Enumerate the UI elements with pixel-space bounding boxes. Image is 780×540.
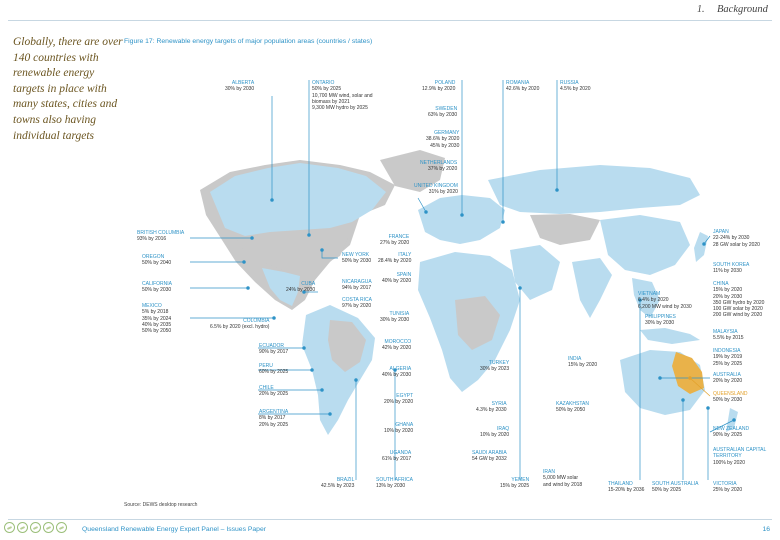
leaf-logo-icon — [4, 522, 15, 533]
label-vietnam — [638, 291, 692, 310]
label-iraq-line-0: 10% by 2020 — [480, 432, 510, 439]
leader-bc-dot — [251, 237, 254, 240]
label-alberta — [225, 80, 254, 93]
label-ontario — [312, 80, 373, 111]
label-costarica — [342, 297, 372, 310]
leader-japan-dot — [703, 243, 706, 246]
label-ecuador-line-0: 90% by 2017 — [259, 349, 289, 356]
label-india-line-0: 15% by 2020 — [568, 362, 598, 369]
label-chile-name: CHILE — [259, 385, 274, 391]
label-victoria-name: VICTORIA — [713, 481, 737, 487]
label-oregon — [142, 254, 171, 267]
label-china-name: CHINA — [713, 281, 729, 287]
label-nicaragua — [342, 279, 372, 292]
landmass-indonesia — [640, 328, 700, 344]
label-cuba — [286, 281, 315, 294]
label-japan-line-0: 22-24% by 2030 — [713, 235, 750, 242]
label-poland — [422, 80, 455, 93]
label-italy-name: ITALY — [398, 252, 412, 258]
label-sweden-name: SWEDEN — [435, 106, 458, 112]
leader-mexico-dot — [273, 317, 276, 320]
leaf-logo-icon — [30, 522, 41, 533]
label-yemen — [500, 477, 529, 490]
footer-rule — [8, 519, 772, 520]
label-southkorea — [713, 262, 749, 275]
label-italy-line-0: 28.4% by 2020 — [378, 258, 412, 265]
label-china — [713, 281, 764, 319]
label-southaustralia-name: SOUTH AUSTRALIA — [652, 481, 699, 487]
label-indonesia-line-0: 19% by 2019 — [713, 354, 743, 361]
label-egypt-line-0: 20% by 2020 — [384, 399, 414, 406]
label-oregon-name: OREGON — [142, 254, 165, 260]
label-nicaragua-line-0: 94% by 2017 — [342, 285, 372, 292]
label-france — [380, 234, 409, 247]
label-mexico — [142, 303, 171, 334]
label-argentina-line-0: 8% by 2017 — [259, 415, 286, 422]
label-syria — [476, 401, 507, 414]
label-turkey-line-0: 30% by 2023 — [480, 366, 510, 373]
label-algeria — [382, 366, 411, 379]
label-act-line-0: 100% by 2020 — [713, 459, 745, 466]
leader-russia-dot — [556, 189, 559, 192]
leader-alberta-dot — [271, 199, 274, 202]
label-vietnam-line-0: 6.4% by 2020 — [638, 297, 669, 304]
label-argentina-name: ARGENTINA — [259, 409, 289, 415]
landmass-central-asia — [530, 214, 600, 245]
label-bc-name: BRITISH COLUMBIA — [137, 230, 185, 236]
label-russia — [560, 80, 591, 93]
label-italy — [378, 252, 411, 265]
section-number: 1. — [697, 4, 705, 15]
leaf-logo-icon — [56, 522, 67, 533]
label-newzealand — [713, 426, 749, 439]
label-cuba-name: CUBA — [301, 281, 316, 287]
label-southafrica-line-0: 13% by 2030 — [376, 483, 406, 490]
label-uk-name: UNITED KINGDOM — [414, 183, 458, 189]
label-russia-line-0: 4.5% by 2020 — [560, 86, 591, 93]
label-chile-line-0: 20% by 2025 — [259, 391, 289, 398]
leader-southaustralia-dot — [682, 399, 685, 402]
label-kazakhstan-name: KAZAKHSTAN — [556, 401, 589, 407]
label-netherlands — [420, 160, 457, 173]
label-victoria-line-0: 25% by 2020 — [713, 487, 743, 494]
label-netherlands-name: NETHERLANDS — [420, 160, 458, 166]
leader-chile-dot — [321, 389, 324, 392]
label-india — [568, 356, 597, 369]
label-newzealand-name: NEW ZEALAND — [713, 426, 750, 432]
label-thailand — [608, 481, 644, 494]
label-ontario-name: ONTARIO — [312, 80, 335, 86]
label-iran-line-0: 5,000 MW solar — [543, 475, 579, 482]
label-brazil — [321, 477, 354, 490]
label-china-line-1: 20% by 2030 — [713, 293, 743, 300]
label-ontario-line-1: 10,700 MW wind, solar and — [312, 92, 373, 99]
section-title: Background — [717, 4, 768, 15]
label-uk-line-0: 31% by 2020 — [428, 189, 458, 196]
label-yemen-name: YEMEN — [511, 477, 530, 483]
label-spain — [382, 272, 411, 285]
label-bc — [137, 230, 184, 243]
label-costarica-line-0: 97% by 2020 — [342, 303, 372, 310]
label-turkey — [480, 360, 509, 373]
leader-argentina-dot — [329, 413, 332, 416]
label-california — [142, 281, 172, 294]
label-japan-line-1: 28 GW solar by 2020 — [713, 241, 760, 248]
label-egypt — [384, 393, 413, 406]
label-romania-name: ROMANIA — [506, 80, 530, 86]
label-morocco-name: MOROCCO — [384, 339, 412, 345]
label-uk — [414, 183, 458, 196]
leader-newyork-dot — [321, 249, 324, 252]
landmass-india — [572, 258, 612, 318]
label-cuba-line-0: 24% by 2030 — [286, 287, 316, 294]
source-note: Source: DEWS desktop research — [124, 502, 198, 508]
label-newyork-name: NEW YORK — [342, 252, 370, 258]
leader-australia-dot — [659, 377, 662, 380]
figure-title: Figure 17: Renewable energy targets of major population areas (countries / states) — [124, 38, 373, 45]
footer-logos — [4, 522, 67, 533]
leader-poland-dot — [461, 214, 464, 217]
label-malaysia — [713, 329, 744, 342]
label-ontario-line-0: 50% by 2025 — [312, 86, 342, 93]
label-egypt-name: EGYPT — [396, 393, 414, 399]
label-china-line-3: 100 GW solar by 2020 — [713, 306, 763, 313]
label-thailand-name: THAILAND — [608, 481, 633, 487]
label-vietnam-name: VIETNAM — [638, 291, 661, 297]
label-newyork-line-0: 50% by 2030 — [342, 258, 372, 265]
label-ontario-line-2: biomass by 2021 — [312, 98, 350, 105]
label-mexico-line-3: 50% by 2050 — [142, 328, 172, 335]
label-nicaragua-name: NICARAGUA — [342, 279, 372, 285]
label-peru — [259, 363, 288, 376]
label-germany — [426, 130, 459, 149]
label-france-line-0: 27% by 2020 — [380, 240, 410, 247]
label-uganda — [382, 450, 411, 463]
label-act — [713, 447, 779, 466]
label-mexico-line-0: 5% by 2018 — [142, 309, 169, 316]
label-germany-line-1: 45% by 2030 — [430, 142, 460, 149]
label-uganda-name: UGANDA — [389, 450, 412, 456]
label-queensland — [713, 391, 747, 404]
leaf-logo-icon — [43, 522, 54, 533]
label-sweden-line-0: 63% by 2030 — [428, 112, 458, 119]
label-philippines-name: PHILIPPINES — [645, 314, 676, 320]
label-china-line-0: 15% by 2020 — [713, 287, 743, 294]
label-mexico-line-1: 35% by 2024 — [142, 315, 172, 322]
label-morocco — [382, 339, 411, 352]
label-iran-name: IRAN — [543, 469, 555, 475]
label-brazil-line-0: 42.5% by 2023 — [321, 483, 355, 490]
label-japan-name: JAPAN — [713, 229, 729, 235]
label-philippines — [645, 314, 676, 327]
label-iraq-name: IRAQ — [496, 426, 510, 432]
label-china-line-4: 200 GW wind by 2020 — [713, 312, 763, 319]
label-syria-name: SYRIA — [491, 401, 507, 407]
label-poland-name: POLAND — [434, 80, 456, 86]
page-number: 16 — [762, 526, 770, 533]
label-japan — [713, 229, 760, 248]
landmass-japan — [694, 232, 708, 262]
label-iran — [543, 469, 582, 488]
label-australia — [713, 372, 742, 385]
label-brazil-name: BRAZIL — [336, 477, 355, 483]
label-colombia-line-0: 6.5% by 2020 (excl. hydro) — [210, 324, 270, 331]
label-ecuador — [259, 343, 288, 356]
label-mexico-name: MEXICO — [142, 303, 162, 309]
label-southafrica-name: SOUTH AFRICA — [376, 477, 413, 483]
label-newyork — [342, 252, 371, 265]
leader-newzealand-dot — [733, 419, 736, 422]
label-ecuador-name: ECUADOR — [259, 343, 285, 349]
leader-oregon-dot — [243, 261, 246, 264]
label-kazakhstan — [556, 401, 589, 414]
label-netherlands-line-0: 37% by 2020 — [428, 166, 458, 173]
label-southkorea-line-0: 11% by 2030 — [713, 268, 742, 275]
label-spain-name: SPAIN — [396, 272, 412, 278]
label-ghana-line-0: 10% by 2020 — [384, 428, 414, 435]
label-tunisia-line-0: 30% by 2030 — [380, 317, 410, 324]
label-kazakhstan-line-0: 50% by 2050 — [556, 407, 586, 414]
label-argentina — [259, 409, 288, 428]
label-russia-name: RUSSIA — [560, 80, 579, 86]
label-romania-line-0: 42.6% by 2020 — [506, 86, 540, 93]
leader-romania-dot — [502, 221, 505, 224]
label-indonesia — [713, 348, 742, 367]
label-tunisia-name: TUNISIA — [389, 311, 410, 317]
label-yemen-line-0: 15% by 2025 — [500, 483, 530, 490]
leader-peru-dot — [311, 369, 314, 372]
label-iraq — [480, 426, 509, 439]
pull-quote: Globally, there are over 140 countries with renewable energy targets in place with many states, cities and towns also having individual targets — [13, 36, 123, 142]
label-tunisia — [380, 311, 409, 324]
label-oregon-line-0: 50% by 2040 — [142, 260, 172, 267]
label-southafrica — [376, 477, 413, 490]
label-australia-line-0: 20% by 2020 — [713, 378, 743, 385]
label-syria-line-0: 4.3% by 2030 — [476, 407, 507, 414]
landmass-china — [600, 215, 690, 275]
label-california-line-0: 50% by 2030 — [142, 287, 172, 294]
leaf-logo-icon — [17, 522, 28, 533]
label-malaysia-line-0: 5.5% by 2015 — [713, 335, 744, 342]
leader-ecuador-dot — [303, 347, 306, 350]
label-peru-name: PERU — [259, 363, 273, 369]
label-morocco-line-0: 42% by 2020 — [382, 345, 412, 352]
label-vietnam-line-1: 6,200 MW wind by 2030 — [638, 303, 692, 310]
label-thailand-line-0: 15-20% by 2036 — [608, 487, 645, 494]
label-argentina-line-1: 20% by 2025 — [259, 421, 289, 428]
label-bc-line-0: 93% by 2016 — [137, 236, 167, 243]
label-germany-name: GERMANY — [434, 130, 460, 136]
label-newzealand-line-0: 90% by 2025 — [713, 432, 743, 439]
leader-california-dot — [247, 287, 250, 290]
label-colombia — [210, 318, 269, 331]
label-germany-line-0: 38.6% by 2020 — [426, 136, 460, 143]
label-philippines-line-0: 30% by 2030 — [645, 320, 675, 327]
label-romania — [506, 80, 539, 93]
label-southkorea-name: SOUTH KOREA — [713, 262, 750, 268]
label-france-name: FRANCE — [388, 234, 410, 240]
label-indonesia-line-1: 25% by 2025 — [713, 360, 743, 367]
label-queensland-line-0: 50% by 2030 — [713, 397, 743, 404]
landmass-russia — [488, 165, 700, 214]
label-saudi — [472, 450, 507, 463]
label-algeria-line-0: 40% by 2030 — [382, 372, 412, 379]
label-china-line-2: 350 GW hydro by 2020 — [713, 299, 765, 306]
label-sweden — [428, 106, 457, 119]
label-india-name: INDIA — [568, 356, 582, 362]
label-turkey-name: TURKEY — [488, 360, 510, 366]
leader-victoria-dot — [707, 407, 710, 410]
label-southaustralia — [652, 481, 698, 494]
leader-ontario-dot — [308, 234, 311, 237]
label-southaustralia-line-0: 50% by 2025 — [652, 487, 682, 494]
label-malaysia-name: MALAYSIA — [713, 329, 738, 335]
label-peru-line-0: 60% by 2025 — [259, 369, 289, 376]
label-ontario-line-3: 9,300 MW hydro by 2025 — [312, 105, 368, 112]
landmass-europe — [418, 195, 505, 244]
label-spain-line-0: 40% by 2020 — [382, 278, 412, 285]
label-act-name: AUSTRALIAN CAPITAL TERRITORY — [713, 447, 767, 460]
label-colombia-name: COLOMBIA — [243, 318, 270, 324]
label-saudi-name: SAUDI ARABIA — [472, 450, 507, 456]
label-chile — [259, 385, 288, 398]
leader-uk-dot — [425, 211, 428, 214]
label-queensland-name: QUEENSLAND — [713, 391, 748, 397]
label-uganda-line-0: 61% by 2017 — [382, 456, 412, 463]
label-alberta-name: ALBERTA — [231, 80, 255, 86]
label-ghana — [384, 422, 413, 435]
label-australia-name: AUSTRALIA — [713, 372, 741, 378]
leader-queensland-dot — [689, 377, 692, 380]
label-saudi-line-0: 54 GW by 2032 — [472, 456, 507, 463]
label-mexico-line-2: 40% by 2035 — [142, 321, 172, 328]
label-ghana-name: GHANA — [395, 422, 414, 428]
label-victoria — [713, 481, 742, 494]
leader-yemen-dot — [519, 287, 522, 290]
label-costarica-name: COSTA RICA — [342, 297, 372, 303]
label-alberta-line-0: 30% by 2030 — [225, 86, 255, 93]
label-algeria-name: ALGERIA — [389, 366, 412, 372]
label-iran-line-1: and wind by 2018 — [543, 481, 583, 488]
leader-brazil-dot — [355, 379, 358, 382]
footer-title: Queensland Renewable Energy Expert Panel – Issues Paper — [82, 526, 267, 533]
label-poland-line-0: 12.9% by 2020 — [422, 86, 456, 93]
label-california-name: CALIFORNIA — [142, 281, 173, 287]
label-indonesia-name: INDONESIA — [713, 348, 741, 354]
